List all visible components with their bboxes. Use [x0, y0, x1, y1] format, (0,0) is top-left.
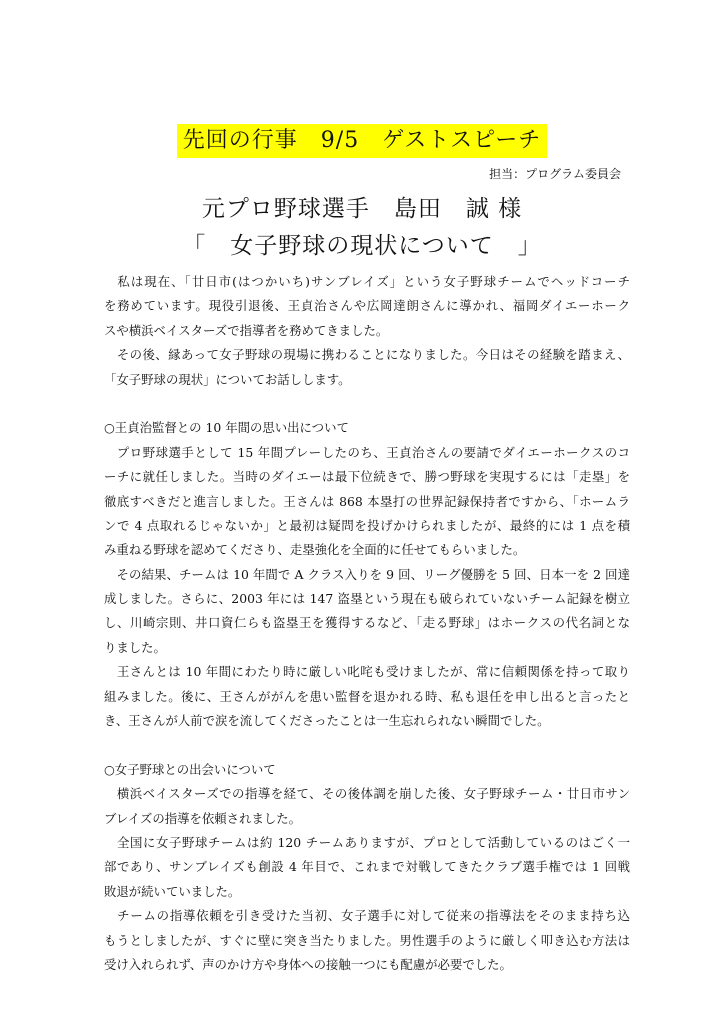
- body-line: ブレイズの指導を依頼されました。: [104, 810, 302, 826]
- byline: 担当：プログラム委員会: [489, 167, 621, 181]
- paragraph-gap: [104, 392, 630, 416]
- body-line: 敗退が続いていました。: [104, 883, 241, 899]
- body-line: 組みました。後に、王さんががんを患い監督を退かれる時、私も退任を申し出ると言ったと: [104, 688, 630, 704]
- speech-title: 「 女子野球の現状について 」: [182, 233, 542, 259]
- body-line: 成しました。さらに、2003 年には 147 盗塁という現在も破られていないチーム記録を樹立: [104, 591, 630, 607]
- event-title: 先回の行事 9/5 ゲストスピーチ: [177, 124, 547, 158]
- speech-body: [104, 270, 630, 977]
- body-line: チームの指導依頼を引き受けた当初、女子選手に対して従来の指導法をそのまま持ち込: [104, 908, 630, 924]
- speaker-name: 元プロ野球選手 島田 誠 様: [201, 196, 523, 222]
- body-line: 私は現在、「廿日市(はつかいち)サンブレイズ」という女子野球チームでヘッドコーチ: [104, 274, 630, 289]
- body-line: もうとしましたが、すぐに壁に突き当たりました。男性選手のように厳しく叩き込む方法は: [104, 932, 630, 948]
- body-line: き、王さんが人前で涙を流してくださったことは一生忘れられない瞬間でした。: [104, 713, 550, 729]
- body-line: 徹底すべきだと進言しました。王さんは 868 本塁打の世界記録保持者ですから、「ホームラ: [104, 493, 630, 509]
- body-line: スや横浜ベイスターズで指導者を務めてきました。: [104, 322, 389, 338]
- body-line: 横浜ベイスターズでの指導を経て、その後体調を崩した後、女子野球チーム・廿日市サン: [104, 786, 630, 802]
- body-line: 「女子野球の現状」についてお話しします。: [104, 371, 351, 387]
- body-line: プロ野球選手として 15 年間プレーしたのち、王貞治さんの要請でダイエーホークスのコ: [104, 444, 630, 460]
- body-line: ンで 4 点取れるじゃないか」と最初は疑問を投げかけられましたが、最終的には 1 点を積: [104, 517, 630, 533]
- body-line: み重ねる野球を認めてくださり、走塁強化を全面的に任せてもらいました。: [104, 542, 526, 558]
- body-line: 受け入れられず、声のかけ方や身体への接触一つにも配慮が必要でした。: [104, 956, 512, 972]
- body-line: を務めています。現役引退後、王貞治さんや広岡達朗さんに導かれ、福岡ダイエーホーク: [104, 298, 630, 314]
- body-line: りました。: [104, 639, 166, 655]
- body-line: 王さんとは 10 年間にわたり時に厳しい叱咤も受けましたが、常に信頼関係を持って取り: [104, 664, 630, 680]
- body-line: 部であり、サンブレイズも創設 4 年目で、これまで対戦してきたクラブ選手権では 1 回戦: [104, 859, 630, 875]
- body-line: し、川崎宗則、井口資仁らも盗塁王を獲得するなど、「走る野球」はホークスの代名詞とな: [104, 615, 630, 631]
- body-line: 全国に女子野球チームは約 120 チームありますが、プロとして活動しているのはごく一: [104, 834, 630, 850]
- section-heading: ○女子野球との出会いについて: [104, 761, 276, 777]
- body-line: ーチに就任しました。当時のダイエーは最下位続きで、勝つ野球を実現するには「走塁」を: [104, 469, 630, 485]
- body-line: その後、縁あって女子野球の現場に携わることになりました。今日はその経験を踏まえ、: [104, 347, 630, 363]
- body-line: その結果、チームは 10 年間で A クラス入りを 9 回、リーグ優勝を 5 回、日本一を 2 回達: [104, 566, 630, 582]
- event-title-wrap: [0, 124, 724, 158]
- paragraph-gap: [104, 733, 630, 757]
- section-heading: ○王貞治監督との 10 年間の思い出について: [104, 420, 349, 436]
